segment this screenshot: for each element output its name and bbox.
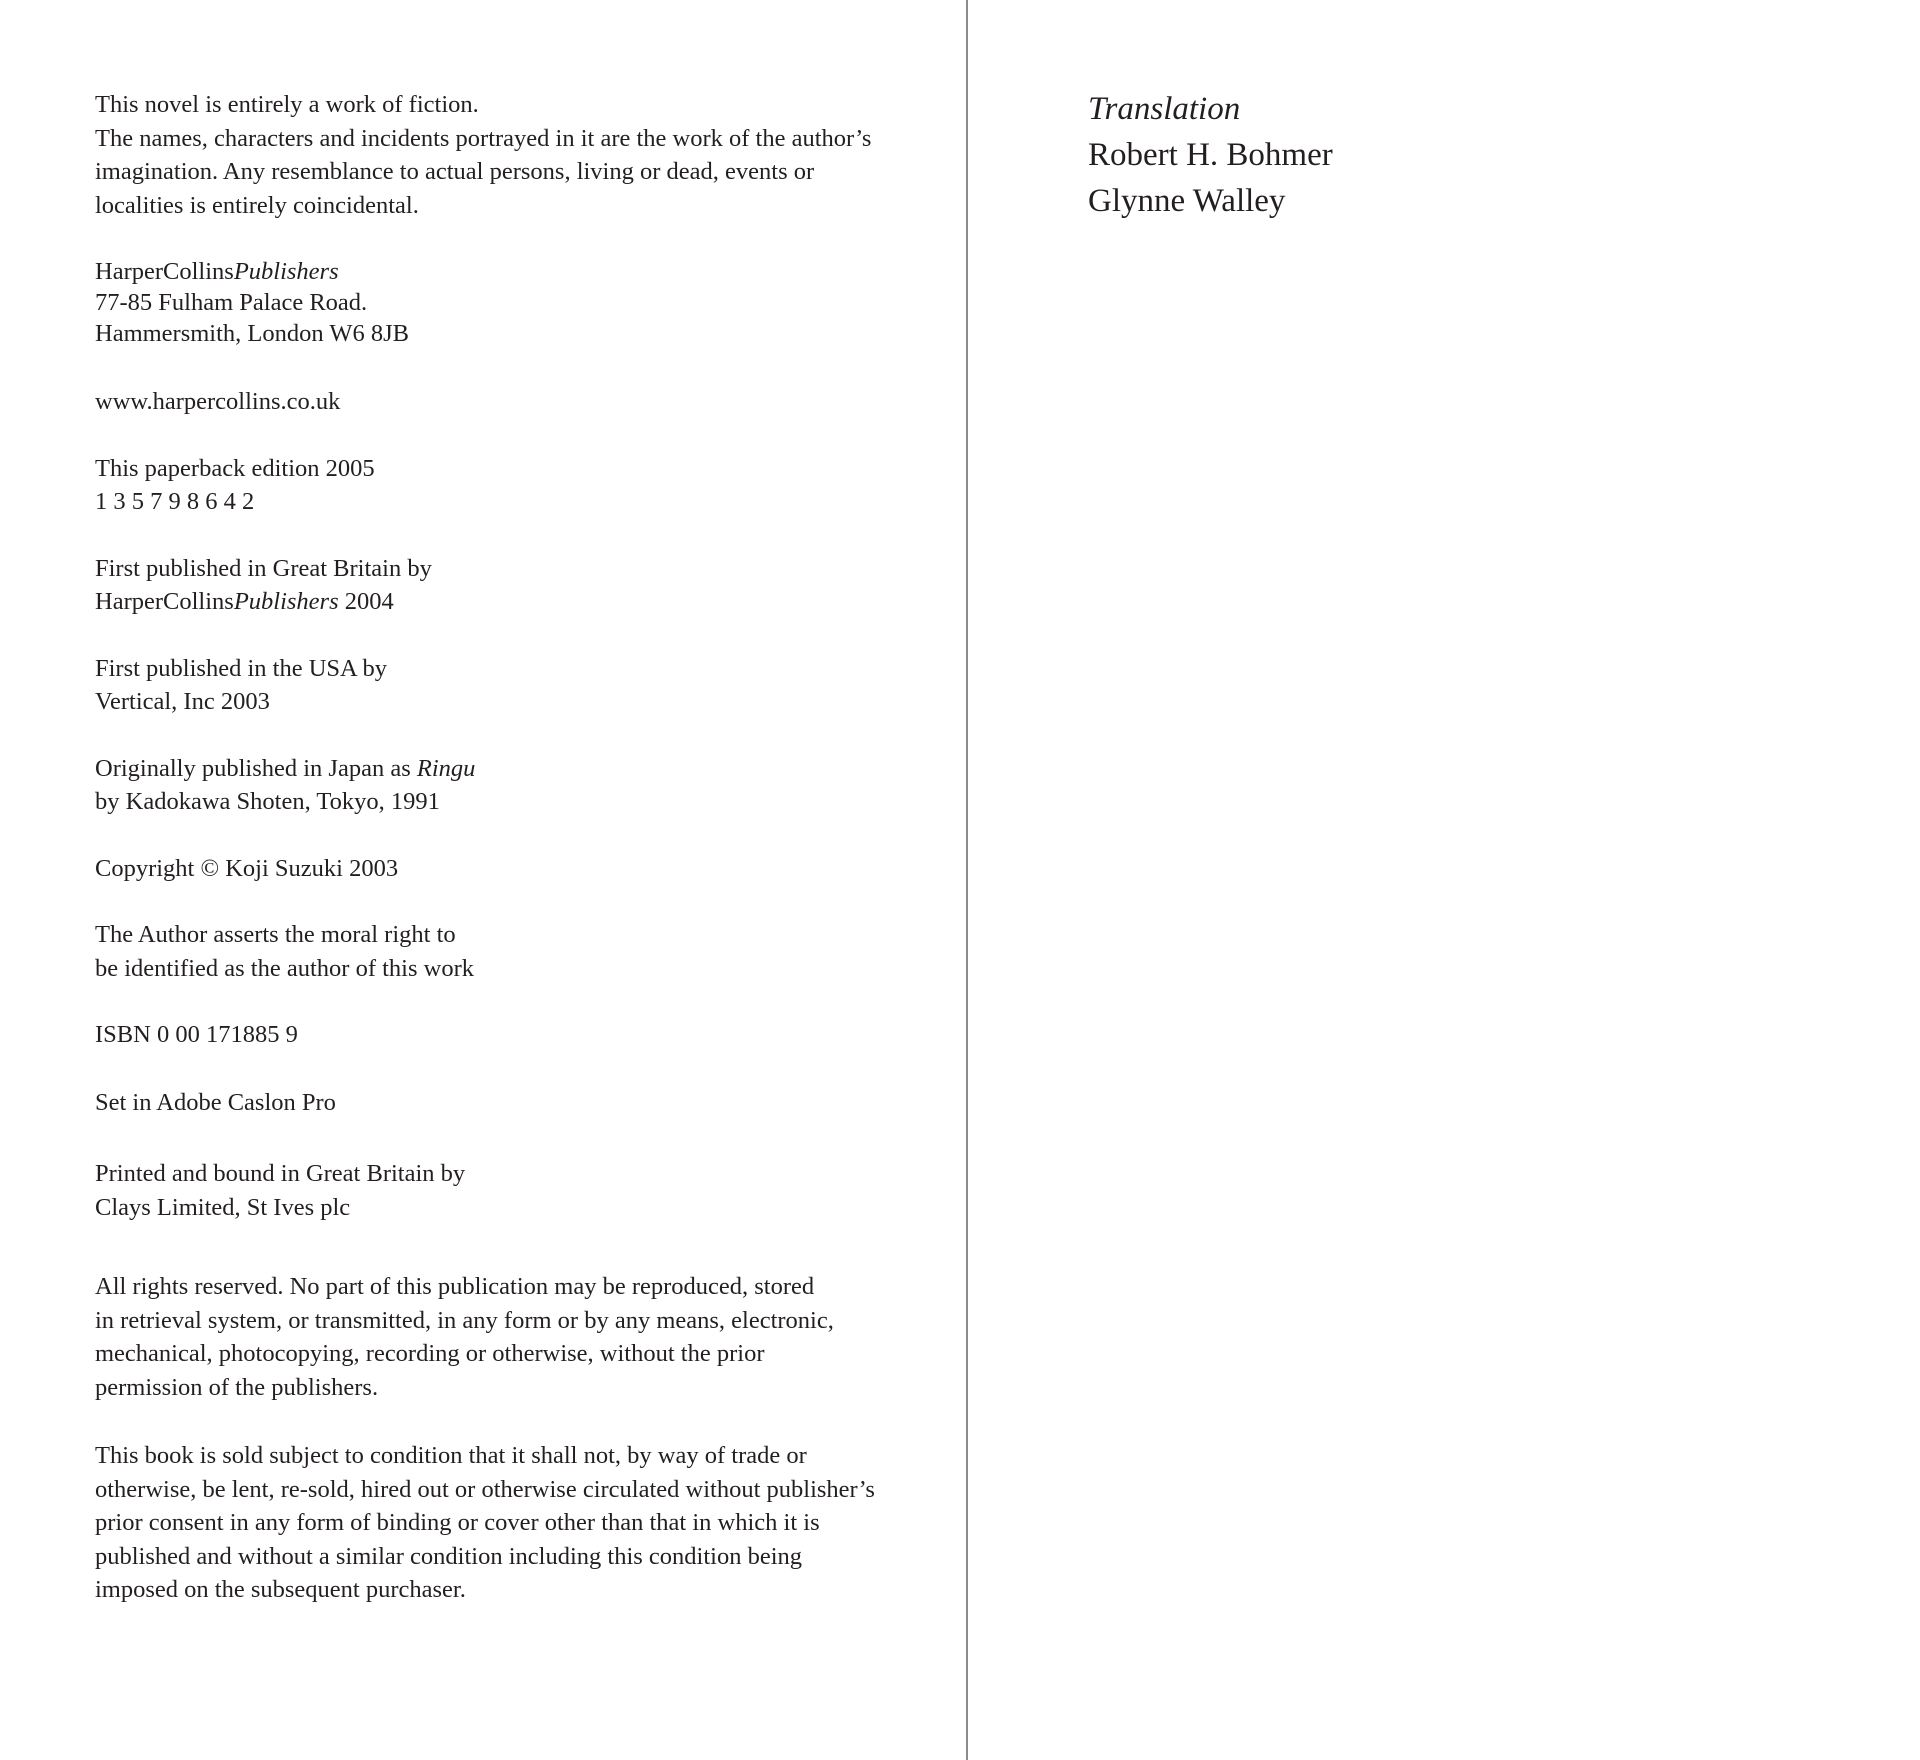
copyright-line: Copyright © Koji Suzuki 2003 [95,854,399,882]
moral-right-line: The Author asserts the moral right to [95,921,456,948]
fiction-notice-line: The names, characters and incidents portrayed in it are the work of the author’s [95,124,872,152]
address-line: 77-85 Fulham Palace Road. [95,289,368,316]
publisher-address [95,256,875,349]
fiction-notice-line: imagination. Any resemblance to actual persons, living or dead, events or [95,158,815,185]
translator-name: Glynne Walley [1088,183,1286,219]
translation-heading: Translation [1088,91,1241,127]
sale-condition-line: otherwise, be lent, re-sold, hired out or otherwise circulated without publisher’s [95,1475,875,1503]
rights-line: permission of the publishers. [95,1373,379,1401]
first-usa-line: First published in the USA by [95,654,387,682]
typeface-line: Set in Adobe Caslon Pro [95,1088,336,1116]
translation-credits-page [1088,86,1788,224]
sale-condition-line: imposed on the subsequent purchaser. [95,1576,466,1603]
original-publication [95,752,875,819]
printer-line: Printed and bound in Great Britain by [95,1160,466,1187]
rights-reserved [95,1270,875,1404]
first-gb-publisher [95,585,875,619]
sale-condition [95,1439,875,1607]
publisher-name [95,256,875,287]
copyright-page [95,88,875,1607]
first-gb-name-roman: HarperCollins [95,588,234,615]
edition-line: This paperback edition 2005 [95,454,375,482]
edition-info [95,452,875,519]
page-gutter-divider [966,0,968,1760]
first-usa-publisher: Vertical, Inc 2003 [95,688,270,715]
fiction-notice [95,88,875,222]
fiction-notice-line: localities is entirely coincidental. [95,191,419,219]
rights-line: All rights reserved. No part of this publication may be reproduced, stored [95,1273,815,1300]
fiction-notice-line: This novel is entirely a work of fiction. [95,91,479,118]
publisher-name-roman: HarperCollins [95,258,234,285]
printer-info [95,1157,875,1224]
original-publisher: by Kadokawa Shoten, Tokyo, 1991 [95,788,440,815]
copyright-notice [95,852,875,886]
rights-line: mechanical, photocopying, recording or otherwise, without the prior [95,1340,765,1367]
website-url: www.harpercollins.co.uk [95,388,341,415]
original-line [95,752,875,786]
sale-condition-line: published and without a similar condition including this condition being [95,1542,803,1570]
first-published-usa [95,652,875,719]
address-line: Hammersmith, London W6 8JB [95,320,409,347]
print-line: 1 3 5 7 9 8 6 4 2 [95,488,255,515]
translator-name: Robert H. Bohmer [1088,137,1333,173]
publisher-name-italic: Publishers [233,258,339,285]
first-published-gb [95,552,875,619]
moral-right-line: be identified as the author of this work [95,954,474,982]
isbn [95,1018,875,1052]
sale-condition-line: This book is sold subject to condition that it shall not, by way of trade or [95,1442,807,1469]
rights-line: in retrieval system, or transmitted, in any form or by any means, electronic, [95,1306,834,1334]
sale-condition-line: prior consent in any form of binding or cover other than that in which it is [95,1509,820,1536]
original-title: Ringu [416,754,476,782]
first-gb-year: 2004 [338,588,394,615]
first-gb-line: First published in Great Britain by [95,554,432,582]
moral-right [95,918,875,985]
typeface [95,1086,875,1120]
printer-line: Clays Limited, St Ives plc [95,1193,351,1221]
website [95,385,875,419]
first-gb-name-italic: Publishers [233,588,339,615]
original-prefix: Originally published in Japan as [95,754,417,782]
isbn-line: ISBN 0 00 171885 9 [95,1021,298,1048]
